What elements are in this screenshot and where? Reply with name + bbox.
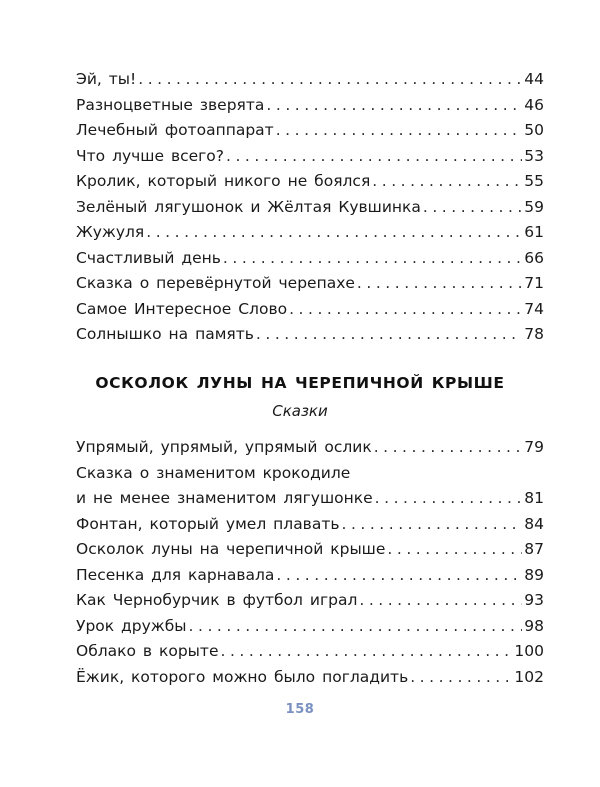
toc-entry-title: Ёжик, которого можно было погладить — [76, 667, 409, 686]
toc-entry-page: 102 — [514, 667, 544, 686]
leader-dots — [276, 563, 522, 589]
leader-dots — [357, 271, 522, 297]
toc-entry — [76, 614, 544, 640]
toc-entry-title: Сказка о знаменитом крокодиле — [76, 463, 351, 482]
section-subtitle: Сказки — [272, 402, 328, 420]
leader-dots — [276, 118, 523, 144]
toc-entry-title: Зелёный лягушонок и Жёлтая Кувшинка — [76, 197, 421, 216]
leader-dots — [138, 67, 522, 93]
toc-entry — [76, 588, 544, 614]
toc-entry-page: 98 — [524, 616, 544, 635]
leader-dots — [359, 588, 522, 614]
toc-entry — [76, 93, 544, 119]
toc-entry-page: 100 — [514, 642, 544, 660]
toc-entry — [76, 67, 544, 93]
toc-entry-title: Жужуля — [76, 223, 145, 241]
page-number: 158 — [285, 702, 315, 717]
section-title: ОСКОЛОК ЛУНЫ НА ЧЕРЕПИЧНОЙ КРЫШЕ — [95, 374, 505, 392]
toc-entry-page: 87 — [524, 540, 544, 558]
leader-dots — [289, 297, 522, 323]
toc-entry-page: 84 — [524, 514, 544, 533]
toc-entry-title: и не менее знаменитом лягушонке — [76, 489, 373, 507]
toc-entry-title: Эй, ты! — [76, 70, 137, 88]
toc-entry-title: Фонтан, который умел плавать — [76, 514, 340, 533]
toc-entry-page: 79 — [524, 438, 544, 456]
leader-dots — [387, 537, 522, 563]
toc-entry-title: Разноцветные зверята — [76, 95, 265, 114]
toc-entry-title: Урок дружбы — [76, 616, 187, 635]
leader-dots — [189, 614, 523, 640]
toc-entry — [76, 118, 544, 144]
leader-dots — [256, 322, 522, 348]
toc-entry-page: 93 — [524, 591, 544, 609]
toc-entry-title: Счастливый день — [76, 248, 221, 267]
toc-entry — [76, 195, 544, 221]
toc-entry-title: Лечебный фотоаппарат — [76, 121, 274, 139]
toc-entry-page: 78 — [524, 325, 544, 343]
toc-entry-page: 55 — [524, 172, 544, 190]
toc-entry-page: 66 — [524, 248, 544, 267]
toc-entry-page: 74 — [524, 299, 544, 318]
toc-entry-page: 50 — [524, 121, 544, 139]
toc-entry — [76, 563, 544, 589]
toc-entry — [76, 246, 544, 272]
leader-dots — [341, 512, 522, 538]
toc-entry — [76, 220, 544, 246]
toc-entry — [76, 512, 544, 538]
toc-entry — [76, 271, 544, 297]
toc-entry-continued-start — [76, 461, 544, 487]
toc-entry — [76, 169, 544, 195]
leader-dots — [146, 220, 522, 246]
toc-entry-title: Облако в корыте — [76, 642, 219, 660]
toc-entry-page: 81 — [524, 489, 544, 507]
leader-dots — [223, 246, 522, 272]
toc-entry — [76, 665, 544, 691]
leader-dots — [226, 144, 522, 170]
leader-dots — [410, 665, 512, 691]
leader-dots — [372, 169, 522, 195]
toc-entry-page: 46 — [524, 95, 544, 114]
toc-entry-title: Осколок луны на черепичной крыше — [76, 540, 386, 558]
leader-dots — [221, 639, 513, 665]
toc-entry-title: Что лучше всего? — [76, 146, 224, 165]
toc-entry-title: Солнышко на память — [76, 325, 254, 343]
toc-entry — [76, 435, 544, 461]
toc-entry-title: Упрямый, упрямый, упрямый ослик — [76, 438, 372, 456]
toc-entry — [76, 144, 544, 170]
toc-entry-page: 61 — [524, 223, 544, 241]
leader-dots — [374, 435, 523, 461]
toc-entry-title: Кролик, который никого не боялся — [76, 172, 371, 190]
toc-entry-page: 59 — [524, 197, 544, 216]
toc-list-bottom — [76, 435, 544, 690]
toc-entry-page: 89 — [524, 565, 544, 584]
toc-entry-title: Самое Интересное Слово — [76, 299, 288, 318]
toc-list-top — [76, 67, 544, 348]
toc-entry — [76, 297, 544, 323]
leader-dots — [375, 486, 523, 512]
leader-dots — [266, 93, 522, 119]
toc-entry — [76, 639, 544, 665]
toc-entry-title: Как Чернобурчик в футбол играл — [76, 591, 358, 609]
toc-entry — [76, 322, 544, 348]
toc-entry-page: 44 — [524, 70, 544, 88]
toc-entry-title: Песенка для карнавала — [76, 565, 275, 584]
toc-entry-title: Сказка о перевёрнутой черепахе — [76, 274, 355, 292]
toc-entry-page: 53 — [524, 146, 544, 165]
toc-entry-page: 71 — [524, 274, 544, 292]
toc-entry — [76, 537, 544, 563]
leader-dots — [423, 195, 522, 221]
toc-entry — [76, 486, 544, 512]
